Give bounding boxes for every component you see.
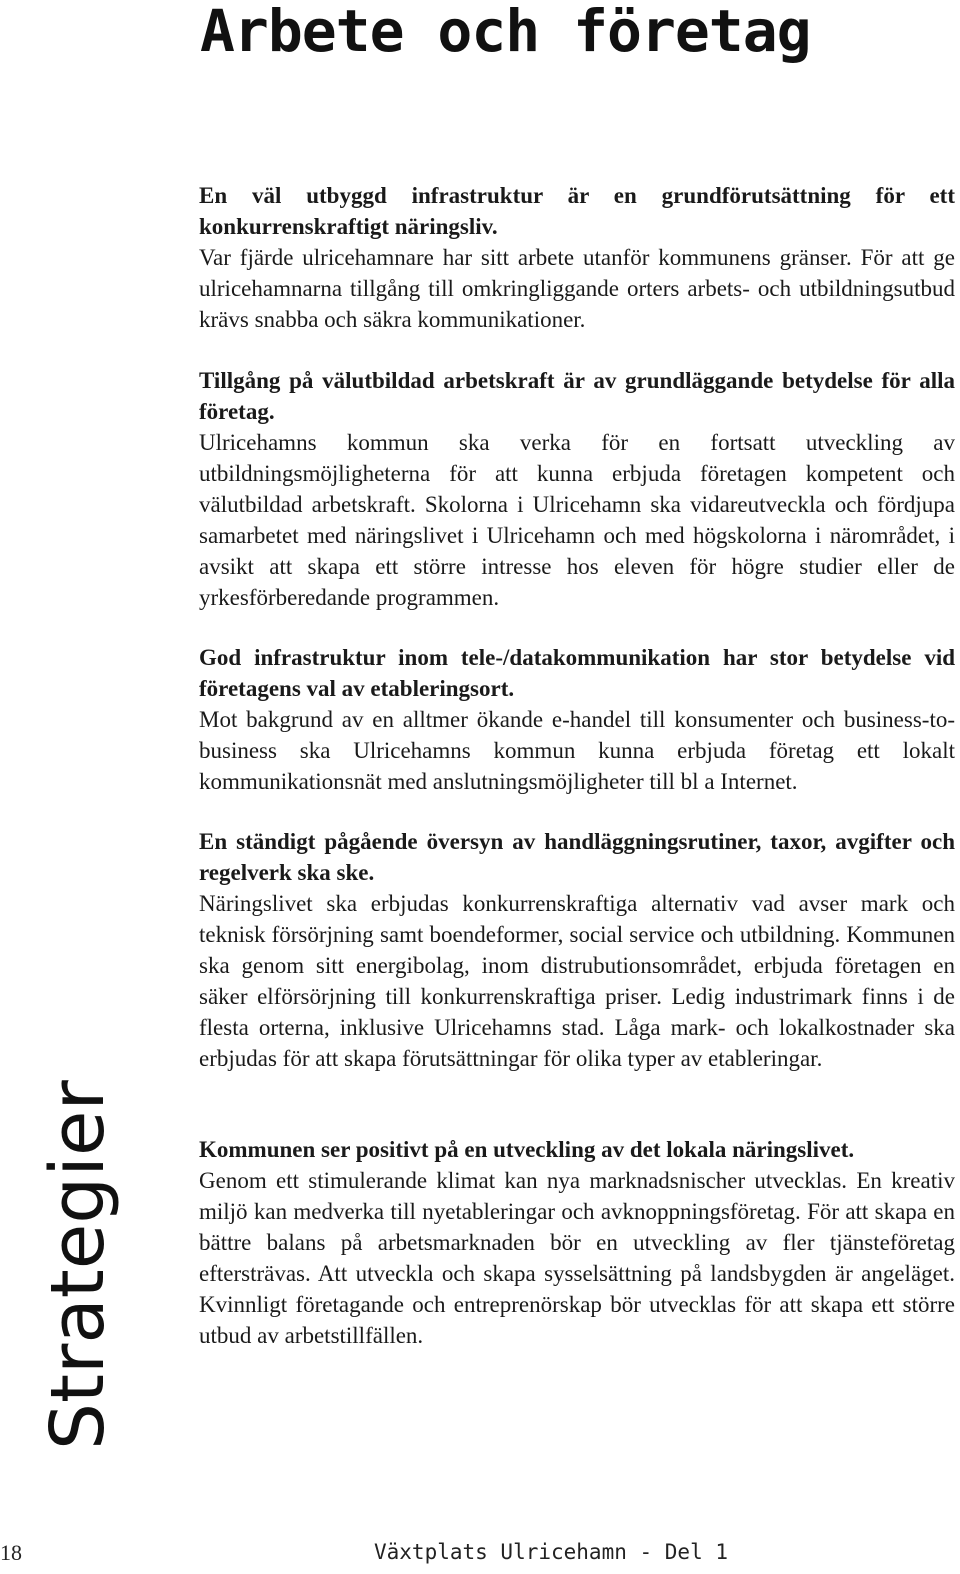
section-body: Var fjärde ulricehamnare har sitt arbete utanför kommunens gränser. För att ge ulricehamnarna tillgång till omkringliggande orters arbets- och utbildningsutbud krävs snabba och säkra kommunikationer. [199,245,955,332]
section-body: Mot bakgrund av en alltmer ökande e-handel till konsumenter och business-to-business ska Ulricehamns kommun kunna erbjuda företag ett lokalt kommunikationsnät med anslutningsmöjligheter till bl a Internet. [199,707,955,794]
section-body: Genom ett stimulerande klimat kan nya marknadsnischer utvecklas. En kreativ miljö kan medverka till nyetableringar och avknoppningsföretag. För att skapa en bättre balans på arbetsmarknaden bör en utveckling av fler tjänsteföretag eftersträvas. Att utveckla och skapa sysselsättning på landsbygden är angeläget. Kvinnligt företagande och entreprenörskap bör utvecklas för att skapa ett större utbud av arbetstillfällen. [199,1168,955,1348]
section-regulation [199,826,955,1074]
section-lead: Tillgång på välutbildad arbetskraft är av grundläggande betydelse för alla företag. [199,368,955,424]
page-title: Arbete och företag [200,0,811,65]
section-body: Ulricehamns kommun ska verka för en fortsatt utveckling av utbildningsmöjligheterna för att kunna erbjuda företagen kompetent och välutbildad arbetskraft. Skolorna i Ulricehamn ska vidareutveckla och fördjupa samarbetet med näringslivet i Ulricehamn och med högskolorna i närområdet, i avsikt att skapa ett större intresse hos eleven för högre studier eller de yrkesförberedande programmen. [199,430,955,610]
footer-title: Växtplats Ulricehamn - Del 1 [374,1540,729,1564]
section-body: Näringslivet ska erbjudas konkurrenskraftiga alternativ vad avser mark och teknisk försörjning samt boendeformer, social service och utbildning. Kommunen ska genom sitt energibolag, inom distrubutionsområdet, erbjuda företagen en säker elförsörjning till konkurrenskraftiga priser. Ledig industrimark finns i de flesta orterna, inklusive Ulricehamns stad. Låga mark- och lokalkostnader ska erbjudas för att skapa förutsättningar för olika typer av etableringar. [199,891,955,1071]
section-lead: En väl utbyggd infrastruktur är en grundförutsättning för ett konkurrenskraftigt näringsliv. [199,183,955,239]
section-infrastructure [199,180,955,335]
section-workforce [199,365,955,613]
section-telecom [199,642,955,797]
section-lead: En ständigt pågående översyn av handläggningsrutiner, taxor, avgifter och regelverk ska ske. [199,829,955,885]
page-number: 18 [0,1540,22,1565]
side-label-strategies: Strategier [35,1080,121,1450]
section-lead: Kommunen ser positivt på en utveckling av det lokala näringslivet. [199,1137,855,1162]
section-local-business [199,1134,955,1351]
section-lead: God infrastruktur inom tele-/datakommunikation har stor betydelse vid företagens val av etableringsort. [199,645,955,701]
